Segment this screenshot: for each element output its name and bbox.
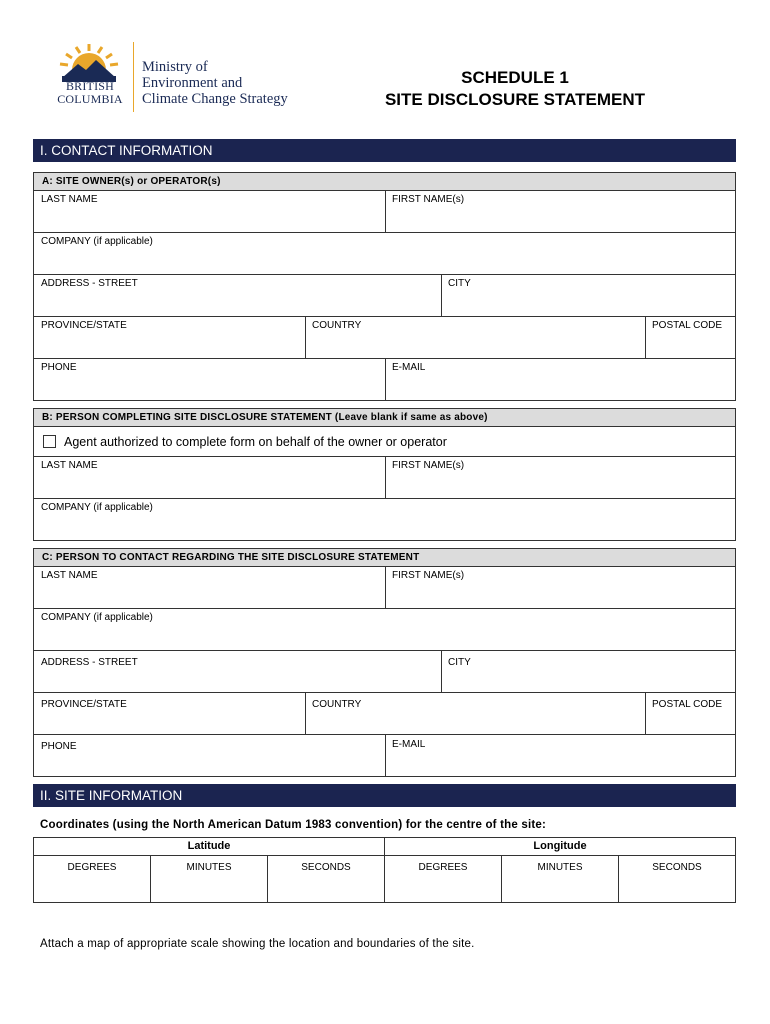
c-last-name-label: LAST NAME [41,570,98,581]
a-last-name-field[interactable] [33,190,386,233]
part-c-heading: C: PERSON TO CONTACT REGARDING THE SITE DISCLOSURE STATEMENT [33,548,736,567]
c-address-field[interactable] [33,650,442,693]
a-last-name-label: LAST NAME [41,194,98,205]
c-first-name-label: FIRST NAME(s) [392,570,465,581]
c-address-label: ADDRESS - STREET [41,657,138,668]
longitude-minutes-field[interactable] [501,855,619,903]
part-b-heading: B: PERSON COMPLETING SITE DISCLOSURE STATEMENT (Leave blank if same as above) [33,408,736,427]
a-first-name-label: FIRST NAME(s) [392,194,465,205]
c-last-name-field[interactable] [33,566,386,609]
longitude-seconds-label: SECONDS [652,862,702,873]
a-city-label: CITY [448,278,471,289]
logo-divider [133,42,134,112]
latitude-header: Latitude [33,837,385,856]
logo-ministry-text: Ministry of Environment and Climate Change Strategy [142,59,288,107]
coordinates-instruction: Coordinates (using the North American Datum 1983 convention) for the centre of the site: [40,819,546,831]
c-province-label: PROVINCE/STATE [41,699,127,710]
c-company-label: COMPANY (if applicable) [41,612,153,623]
c-email-field[interactable] [385,734,736,777]
a-postal-label: POSTAL CODE [652,320,723,331]
c-company-field[interactable] [33,608,736,651]
section-contact-information: I. CONTACT INFORMATION [33,139,736,162]
attach-map-instruction: Attach a map of appropriate scale showing the location and boundaries of the site. [40,938,475,950]
a-city-field[interactable] [441,274,736,317]
c-province-field[interactable] [33,692,306,735]
longitude-degrees-field[interactable] [384,855,502,903]
latitude-seconds-label: SECONDS [301,862,351,873]
b-company-label: COMPANY (if applicable) [41,502,153,513]
logo-province-text: BRITISH COLUMBIA [57,79,123,106]
a-first-name-field[interactable] [385,190,736,233]
c-city-label: CITY [448,657,471,668]
b-last-name-label: LAST NAME [41,460,98,471]
a-company-field[interactable] [33,232,736,275]
a-phone-field[interactable] [33,358,386,401]
b-last-name-field[interactable] [33,456,386,499]
c-country-label: COUNTRY [312,699,362,710]
a-email-label: E-MAIL [392,362,426,373]
latitude-seconds-field[interactable] [267,855,385,903]
latitude-degrees-field[interactable] [33,855,151,903]
part-a-heading: A: SITE OWNER(s) or OPERATOR(s) [33,172,736,191]
longitude-header: Longitude [384,837,736,856]
c-city-field[interactable] [441,650,736,693]
latitude-minutes-label: MINUTES [186,862,232,873]
c-phone-field[interactable] [33,734,386,777]
longitude-seconds-field[interactable] [618,855,736,903]
bc-logo-icon [56,42,122,82]
title-line-1: SCHEDULE 1 [461,68,569,87]
c-postal-field[interactable] [645,692,736,735]
page-title [370,67,660,111]
agent-checkbox[interactable] [43,435,56,448]
c-postal-label: POSTAL CODE [652,699,723,710]
c-country-field[interactable] [305,692,646,735]
a-country-label: COUNTRY [312,320,362,331]
latitude-minutes-field[interactable] [150,855,268,903]
a-company-label: COMPANY (if applicable) [41,236,153,247]
a-address-label: ADDRESS - STREET [41,278,138,289]
a-phone-label: PHONE [41,362,77,373]
longitude-degrees-label: DEGREES [418,862,468,873]
c-email-label: E-MAIL [392,739,426,750]
c-phone-label: PHONE [41,741,77,752]
section-site-information: II. SITE INFORMATION [33,784,736,807]
a-country-field[interactable] [305,316,646,359]
b-first-name-label: FIRST NAME(s) [392,460,465,471]
longitude-minutes-label: MINUTES [537,862,583,873]
title-line-2: SITE DISCLOSURE STATEMENT [384,90,646,109]
a-address-field[interactable] [33,274,442,317]
a-province-label: PROVINCE/STATE [41,320,127,331]
b-first-name-field[interactable] [385,456,736,499]
a-province-field[interactable] [33,316,306,359]
a-postal-field[interactable] [645,316,736,359]
a-email-field[interactable] [385,358,736,401]
latitude-degrees-label: DEGREES [67,862,117,873]
b-company-field[interactable] [33,498,736,541]
c-first-name-field[interactable] [385,566,736,609]
agent-checkbox-label: Agent authorized to complete form on behalf of the owner or operator [64,435,447,449]
